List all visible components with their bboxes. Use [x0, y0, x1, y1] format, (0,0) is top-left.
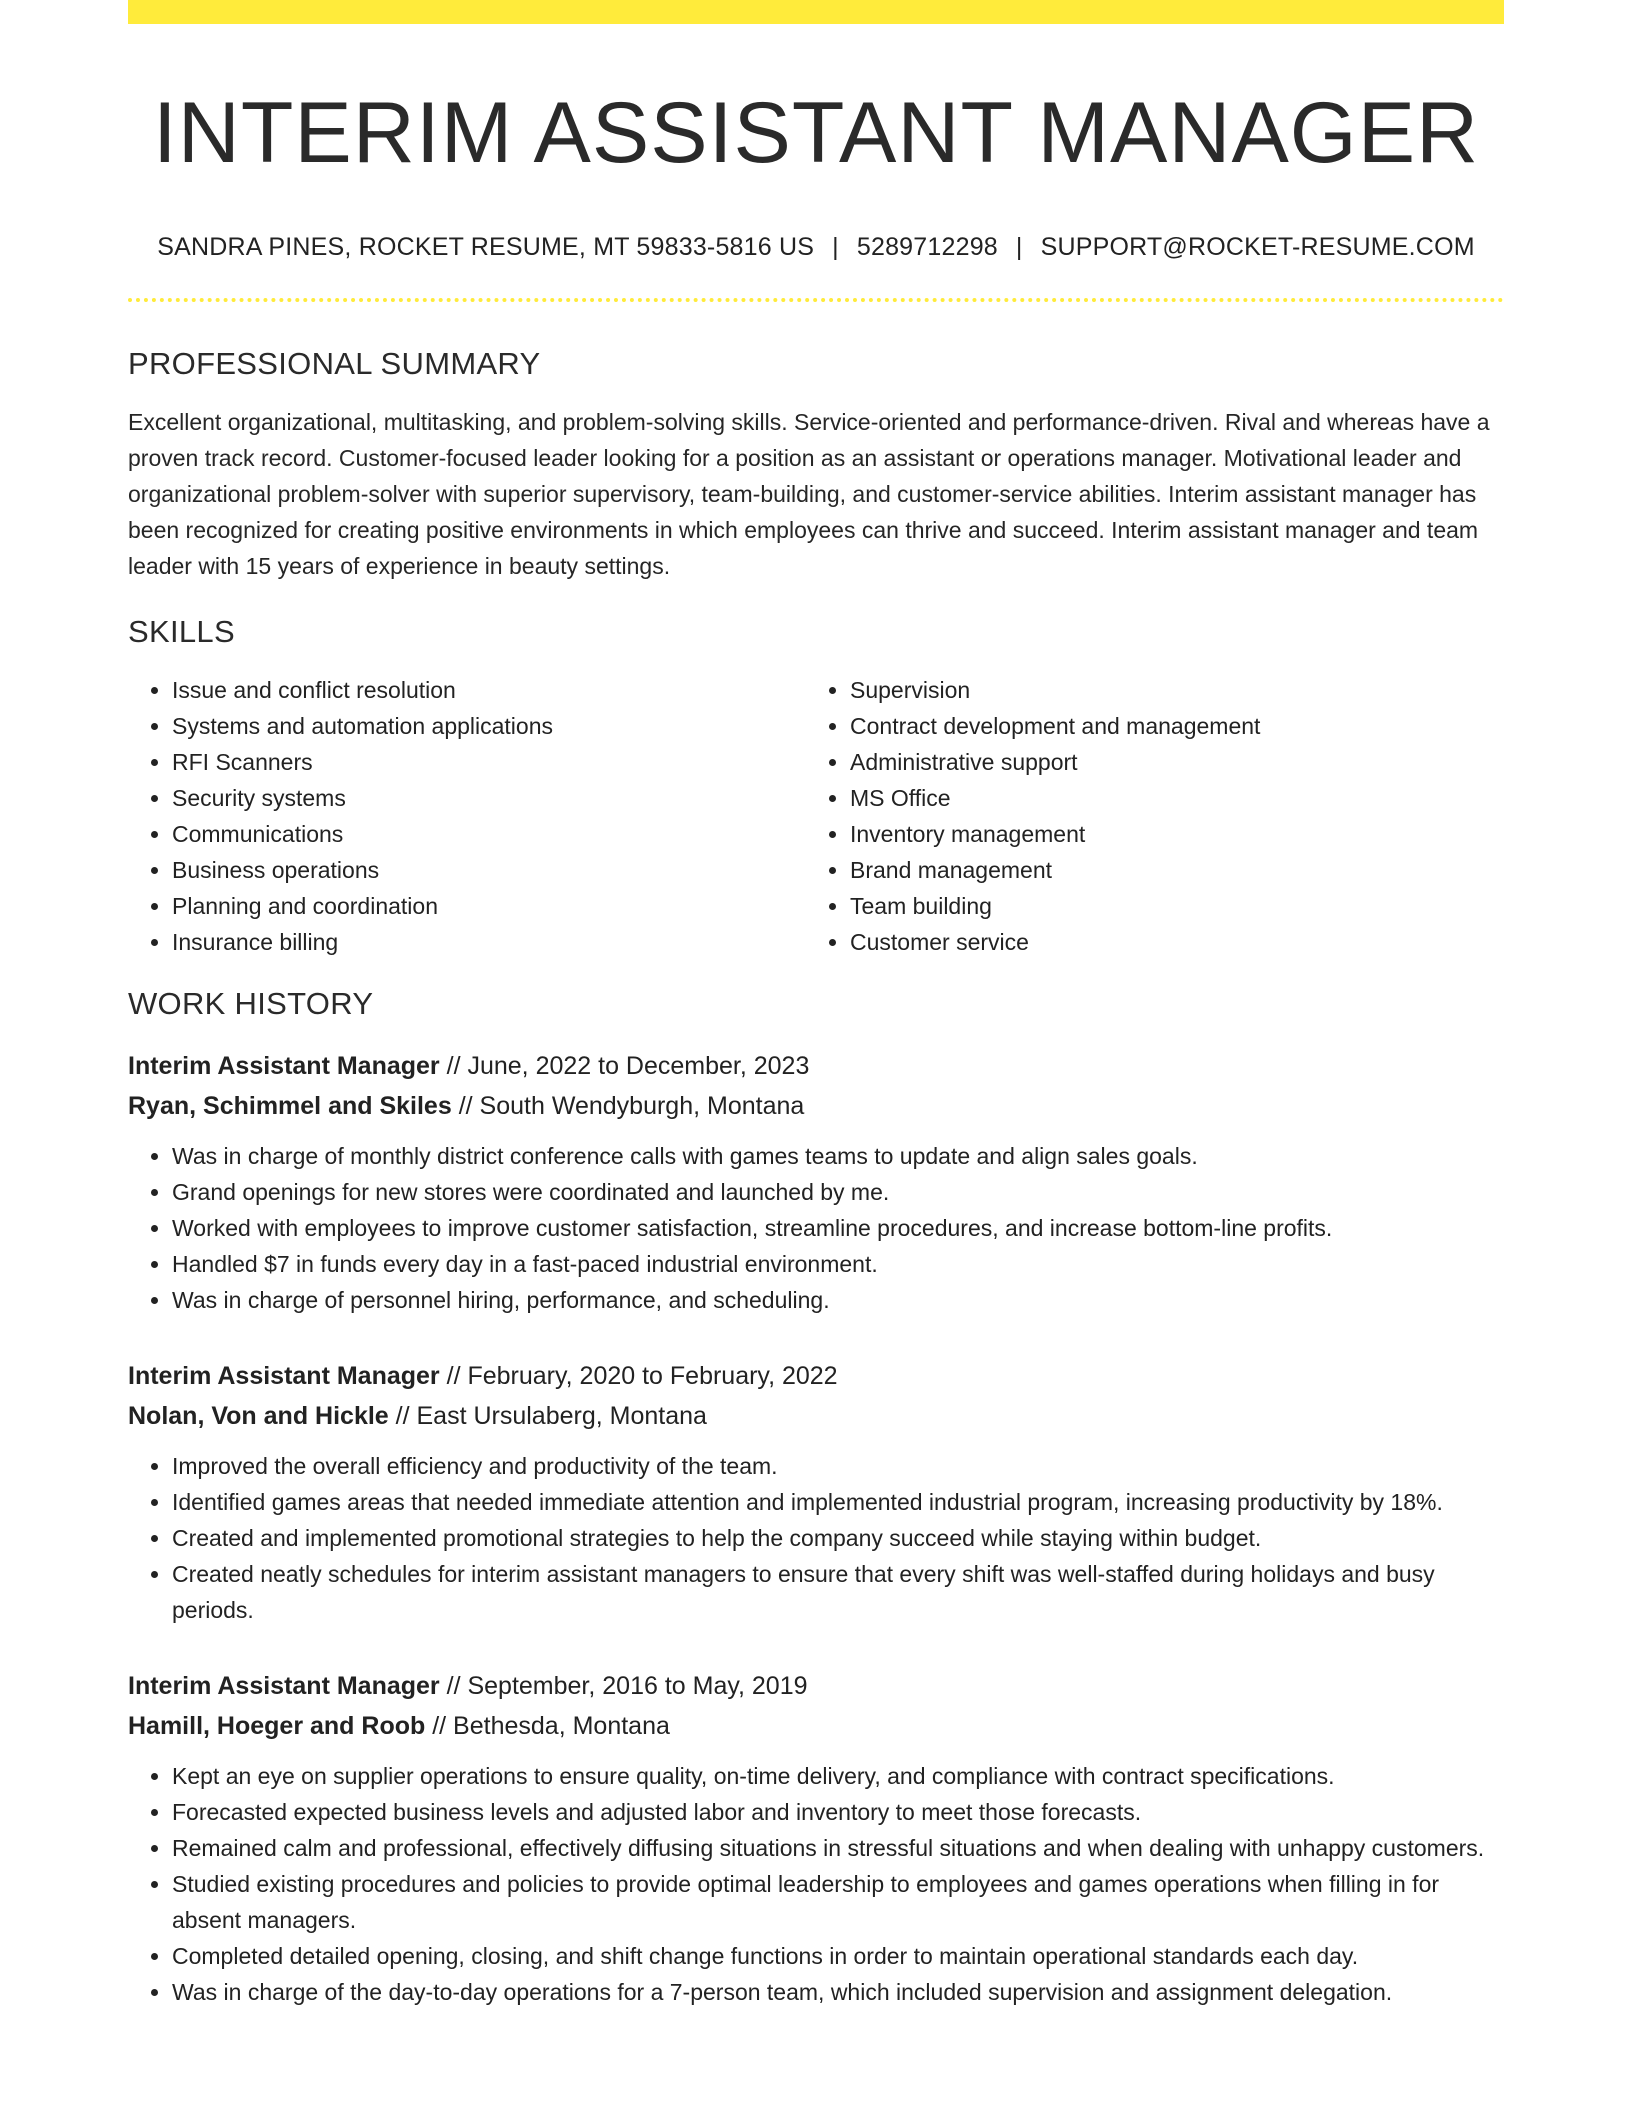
work-history-heading: WORK HISTORY: [128, 985, 374, 1021]
skills-list-right: [806, 672, 1484, 960]
skill-item: • Insurance billing: [172, 924, 806, 960]
job-location: // South Wendyburgh, Montana: [458, 1091, 805, 1120]
job-company: Ryan, Schimmel and Skiles: [128, 1091, 452, 1120]
job-title: Interim Assistant Manager: [128, 1671, 440, 1700]
skill-item: • Communications: [172, 816, 806, 852]
job-bullet: • Forecasted expected business levels and adjusted labor and inventory to meet those forecasts.: [172, 1794, 1504, 1830]
skill-item: • Business operations: [172, 852, 806, 888]
job-bullet: • Completed detailed opening, closing, and shift change functions in order to maintain operational standards each day.: [172, 1938, 1504, 1974]
job-title: Interim Assistant Manager: [128, 1361, 440, 1390]
contact-email: SUPPORT@ROCKET-RESUME.COM: [1040, 232, 1475, 261]
accent-top-bar: [128, 0, 1504, 24]
skill-item: • Inventory management: [850, 816, 1484, 852]
job-bullet: • Was in charge of monthly district conference calls with games teams to update and align sales goals.: [172, 1138, 1504, 1174]
job-bullet-list: [128, 1448, 1504, 1628]
job-bullet: • Worked with employees to improve customer satisfaction, streamline procedures, and increase bottom-line profits.: [172, 1210, 1504, 1246]
job-company-line: [128, 1396, 1504, 1436]
job-bullet: • Was in charge of personnel hiring, performance, and scheduling.: [172, 1282, 1504, 1318]
job-company: Nolan, Von and Hickle: [128, 1401, 389, 1430]
job-bullet-list: [128, 1758, 1504, 2010]
job-bullet: • Kept an eye on supplier operations to ensure quality, on-time delivery, and compliance with contract specifications.: [172, 1758, 1504, 1794]
skill-item: • Customer service: [850, 924, 1484, 960]
job-bullet: • Was in charge of the day-to-day operations for a 7-person team, which included supervision and assignment delegation.: [172, 1974, 1504, 2010]
contact-separator: |: [1015, 232, 1023, 261]
job-title: Interim Assistant Manager: [128, 1051, 440, 1080]
skill-item: • Planning and coordination: [172, 888, 806, 924]
header-divider: [128, 298, 1504, 302]
job-bullet: • Created neatly schedules for interim assistant managers to ensure that every shift was well-staffed during holidays and busy periods.: [172, 1556, 1504, 1628]
job-bullet: • Remained calm and professional, effectively diffusing situations in stressful situations and when dealing with unhappy customers.: [172, 1830, 1504, 1866]
job-company-line: [128, 1706, 1504, 1746]
contact-line: [128, 233, 1504, 262]
contact-address: SANDRA PINES, ROCKET RESUME, MT 59833-5816 US: [157, 232, 815, 261]
skill-item: • Security systems: [172, 780, 806, 816]
job-title-line: [128, 1666, 1504, 1706]
skill-item: • Administrative support: [850, 744, 1484, 780]
skill-item: • MS Office: [850, 780, 1484, 816]
job-bullet: • Handled $7 in funds every day in a fast-paced industrial environment.: [172, 1246, 1504, 1282]
job-dates: // February, 2020 to February, 2022: [446, 1361, 838, 1390]
skill-item: • Team building: [850, 888, 1484, 924]
skills-heading: SKILLS: [128, 613, 235, 649]
job-company: Hamill, Hoeger and Roob: [128, 1711, 426, 1740]
job-title-line: [128, 1356, 1504, 1396]
job-bullet: • Identified games areas that needed immediate attention and implemented industrial program, increasing productivity by 18%.: [172, 1484, 1504, 1520]
job-location: // East Ursulaberg, Montana: [395, 1401, 707, 1430]
skill-item: • Brand management: [850, 852, 1484, 888]
resume-page: [128, 0, 1504, 2010]
skill-item: • Systems and automation applications: [172, 708, 806, 744]
contact-separator: |: [832, 232, 839, 261]
summary-heading: PROFESSIONAL SUMMARY: [128, 345, 541, 381]
contact-phone: 5289712298: [856, 232, 998, 261]
resume-title: INTERIM ASSISTANT MANAGER: [152, 85, 1480, 181]
skills-list-left: [128, 672, 806, 960]
job-location: // Bethesda, Montana: [432, 1711, 670, 1740]
job-bullet: • Improved the overall efficiency and productivity of the team.: [172, 1448, 1504, 1484]
job-bullet: • Studied existing procedures and policies to provide optimal leadership to employees and games operations when filling in for absent managers.: [172, 1866, 1504, 1938]
job-dates: // June, 2022 to December, 2023: [446, 1051, 810, 1080]
skill-item: • Contract development and management: [850, 708, 1484, 744]
job-entry: [128, 1046, 1504, 1318]
skill-item: • RFI Scanners: [172, 744, 806, 780]
job-bullet: • Created and implemented promotional strategies to help the company succeed while staying within budget.: [172, 1520, 1504, 1556]
skills-grid: [128, 672, 1504, 960]
job-company-line: [128, 1086, 1504, 1126]
job-title-line: [128, 1046, 1504, 1086]
job-dates: // September, 2016 to May, 2019: [446, 1671, 808, 1700]
job-entry: [128, 1356, 1504, 1628]
summary-text: Excellent organizational, multitasking, and problem-solving skills. Service-oriented and performance-driven. Rival and whereas have a proven track record. Customer-focused leader looking for a position as an assistant or operations manager. Motivational leader and organizational problem-solver with superior supervisory, team-building, and customer-service abilities. Interim assistant manager has been recognized for creating positive environments in which employees can thrive and succeed. Interim assistant manager and team leader with 15 years of experience in beauty settings.: [128, 408, 1490, 579]
skill-item: • Supervision: [850, 672, 1484, 708]
job-entry: [128, 1666, 1504, 2010]
job-bullet-list: [128, 1138, 1504, 1318]
skill-item: • Issue and conflict resolution: [172, 672, 806, 708]
job-bullet: • Grand openings for new stores were coordinated and launched by me.: [172, 1174, 1504, 1210]
